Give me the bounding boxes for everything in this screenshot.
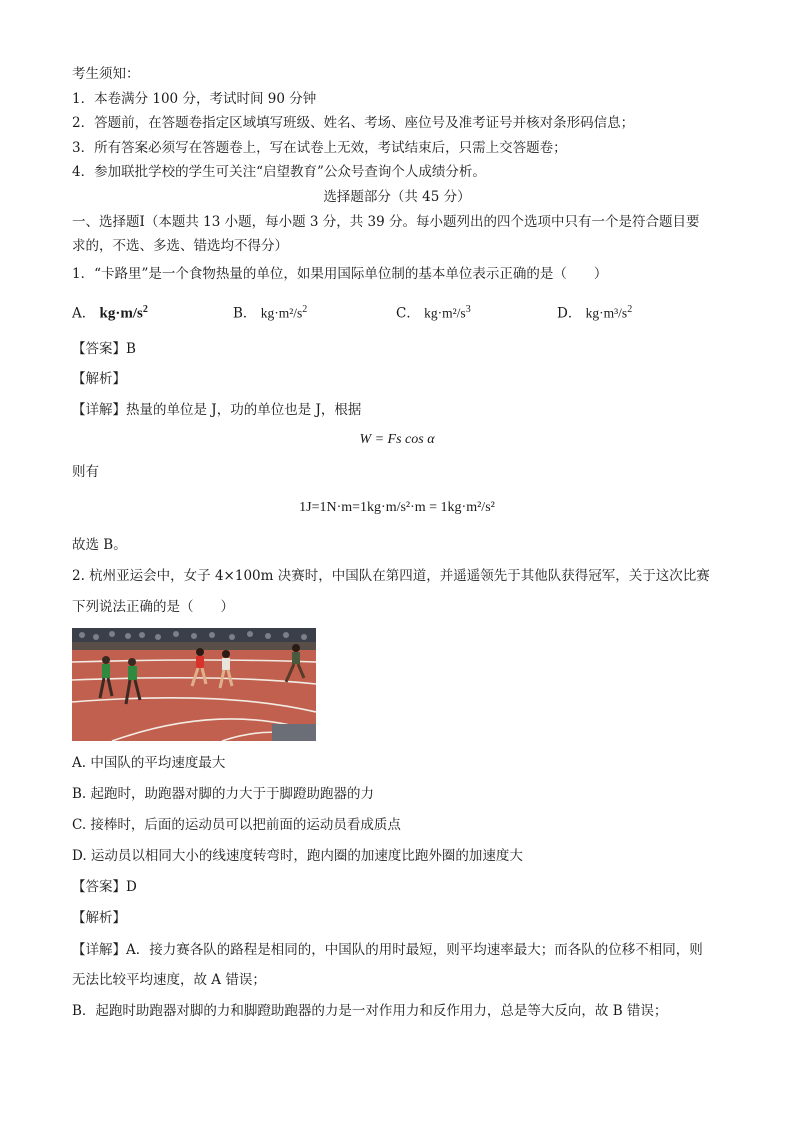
q1-answer: 【答案】B xyxy=(72,341,136,357)
q1-option-d xyxy=(557,300,632,324)
q2-detail-line2: 无法比较平均速度，故 A 错误； xyxy=(72,972,266,988)
part1-instructions-line1: 一、选择题Ⅰ（本题共 13 小题，每小题 3 分，共 39 分。每小题列出的四个选项中只有一个是符合题目要 xyxy=(72,214,700,230)
q1-option-b-sup: 2 xyxy=(302,304,308,315)
q1-option-c-label: C． xyxy=(396,305,420,322)
q2-analysis-heading: 【解析】 xyxy=(72,910,126,926)
q1-option-d-label: D． xyxy=(557,305,582,322)
q2-option-b: B. 起跑时，助跑器对脚的力大于于脚蹬助跑器的力 xyxy=(72,786,375,802)
section-title: 选择题部分（共 45 分） xyxy=(323,189,471,205)
q1-option-c xyxy=(396,300,471,324)
notice-item-4: 4．参加联批学校的学生可关注“启望教育”公众号查询个人成绩分析。 xyxy=(72,164,486,180)
q2-stem-line1: 2. 杭州亚运会中，女子 4×100m 决赛时，中国队在第四道，并遥遥领先于其他队获得冠军，关于这次比赛 xyxy=(72,568,710,584)
notice-item-3: 3．所有答案必须写在答题卷上，写在试卷上无效，考试结束后，只需上交答题卷； xyxy=(72,140,567,156)
q1-option-a-sup: 2 xyxy=(142,304,148,315)
q1-stem: 1．“卡路里”是一个食物热量的单位，如果用国际单位制的基本单位表示正确的是（ ） xyxy=(72,266,608,282)
notice-item-2: 2．答题前，在答题卷指定区域填写班级、姓名、考场、座位号及准考证号并核对条形码信息； xyxy=(72,115,635,131)
part1-instructions-line2: 求的，不选、多选、错选均不得分） xyxy=(72,238,288,254)
q1-formula-units: 1J=1N·m=1kg·m/s²·m = 1kg·m²/s² xyxy=(299,500,495,515)
q1-formula-work: W = Fs cos α xyxy=(359,432,435,447)
q1-detail: 【详解】热量的单位是 J，功的单位也是 J，根据 xyxy=(72,402,362,418)
q2-detail-line3: B．起跑时助跑器对脚的力和脚蹬助跑器的力是一对作用力和反作用力，总是等大反向，故 B 错误； xyxy=(72,1003,668,1019)
q2-option-c: C. 接棒时，后面的运动员可以把前面的运动员看成质点 xyxy=(72,817,401,833)
q1-analysis-heading: 【解析】 xyxy=(72,371,126,387)
q2-stem-line2: 下列说法正确的是（ ） xyxy=(72,599,234,615)
q2-option-a: A. 中国队的平均速度最大 xyxy=(72,755,226,771)
q2-detail-line1: 【详解】A．接力赛各队的路程是相同的，中国队的用时最短，则平均速率最大；而各队的位移不相同，则 xyxy=(72,942,703,958)
q1-option-d-unit: kg·m³/s xyxy=(585,305,628,321)
q1-conclusion: 故选 B。 xyxy=(72,537,127,553)
q1-option-a-unit: kg·m/s xyxy=(99,305,143,322)
q1-option-b xyxy=(233,300,307,324)
q1-option-a xyxy=(72,300,148,324)
q1-option-d-sup: 2 xyxy=(627,304,633,315)
q1-option-b-label: B． xyxy=(233,305,257,322)
relay-race-photo xyxy=(72,628,316,741)
q1-option-b-unit: kg·m²/s xyxy=(260,305,303,321)
q2-option-d: D. 运动员以相同大小的线速度转弯时，跑内圈的加速度比跑外圈的加速度大 xyxy=(72,848,523,864)
q1-option-c-sup: 3 xyxy=(465,304,471,315)
q1-then: 则有 xyxy=(72,464,99,480)
notice-item-1: 1．本卷满分 100 分，考试时间 90 分钟 xyxy=(72,91,317,107)
q1-option-c-unit: kg·m²/s xyxy=(424,305,466,321)
notice-heading: 考生须知： xyxy=(72,66,140,82)
q2-answer: 【答案】D xyxy=(72,879,137,895)
relay-race-illustration xyxy=(72,628,316,741)
q1-option-a-label: A． xyxy=(72,305,96,322)
